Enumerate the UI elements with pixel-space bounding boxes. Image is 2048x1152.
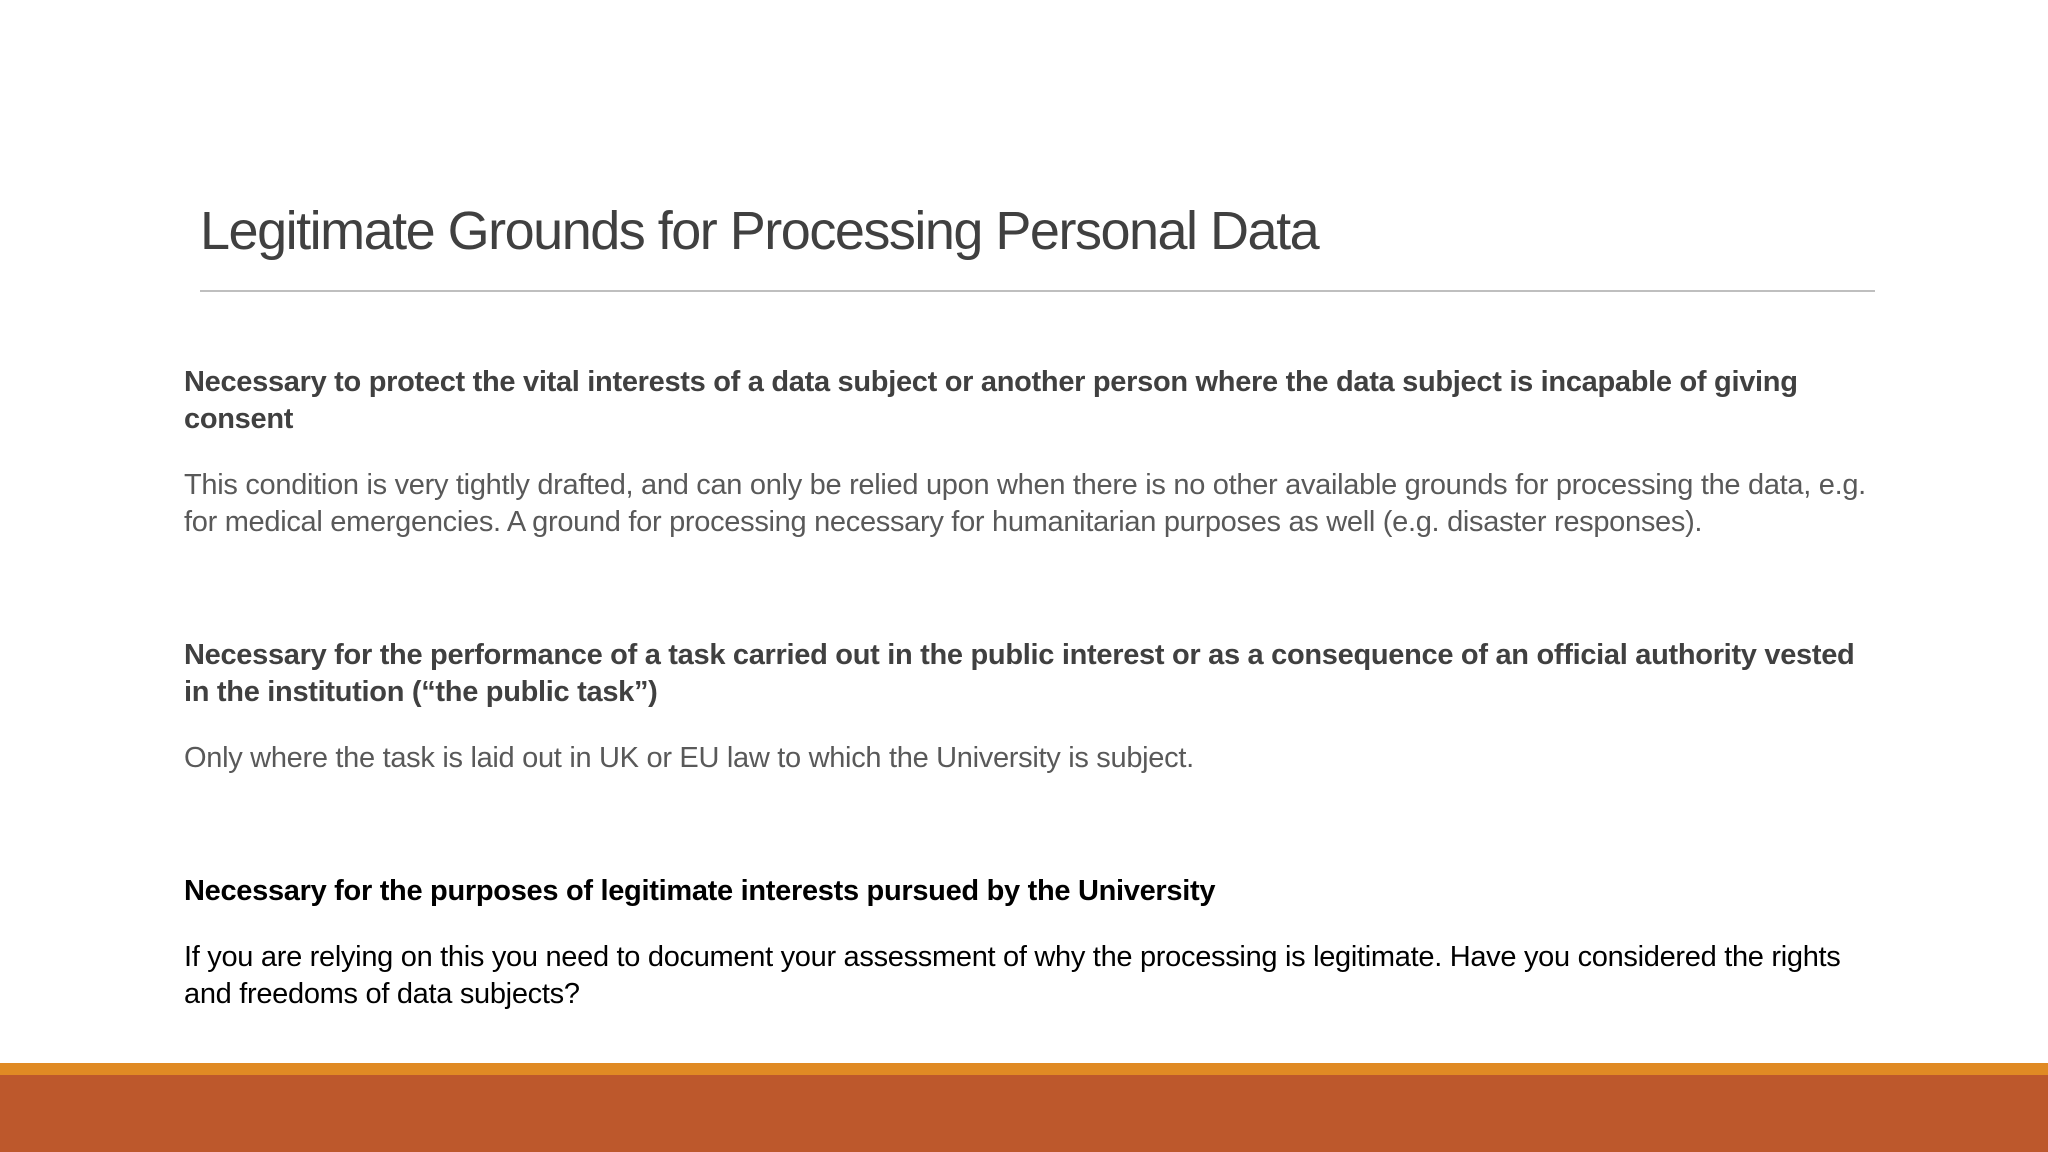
footer-accent-stripe: [0, 1063, 2048, 1075]
slide-title: Legitimate Grounds for Processing Personal Data: [200, 201, 1319, 261]
section-vital-interests: [184, 364, 1880, 541]
section-heading: Necessary for the purposes of legitimate interests pursued by the University: [184, 875, 1216, 907]
section-heading: Necessary to protect the vital interests of a data subject or another person where the data subject is incapable of giving consent: [184, 366, 1798, 435]
section-body: If you are relying on this you need to document your assessment of why the processing is legitimate. Have you considered the rights and freedoms of data subjects?: [184, 941, 1841, 1010]
footer-band: [0, 1075, 2048, 1152]
section-body: Only where the task is laid out in UK or EU law to which the University is subject.: [184, 742, 1194, 774]
section-public-task: [184, 637, 1880, 777]
section-body: This condition is very tightly drafted, and can only be relied upon when there is no other available grounds for processing the data, e.g. for medical emergencies. A ground for processing necessary for humanitarian purposes as well (e.g. disaster responses).: [184, 469, 1866, 538]
slide-content: [184, 364, 1880, 1013]
title-divider: [200, 290, 1875, 292]
section-heading: Necessary for the performance of a task carried out in the public interest or as a consequence of an official authority vested in the institution (“the public task”): [184, 639, 1855, 708]
section-legitimate-interests: [184, 873, 1880, 1013]
